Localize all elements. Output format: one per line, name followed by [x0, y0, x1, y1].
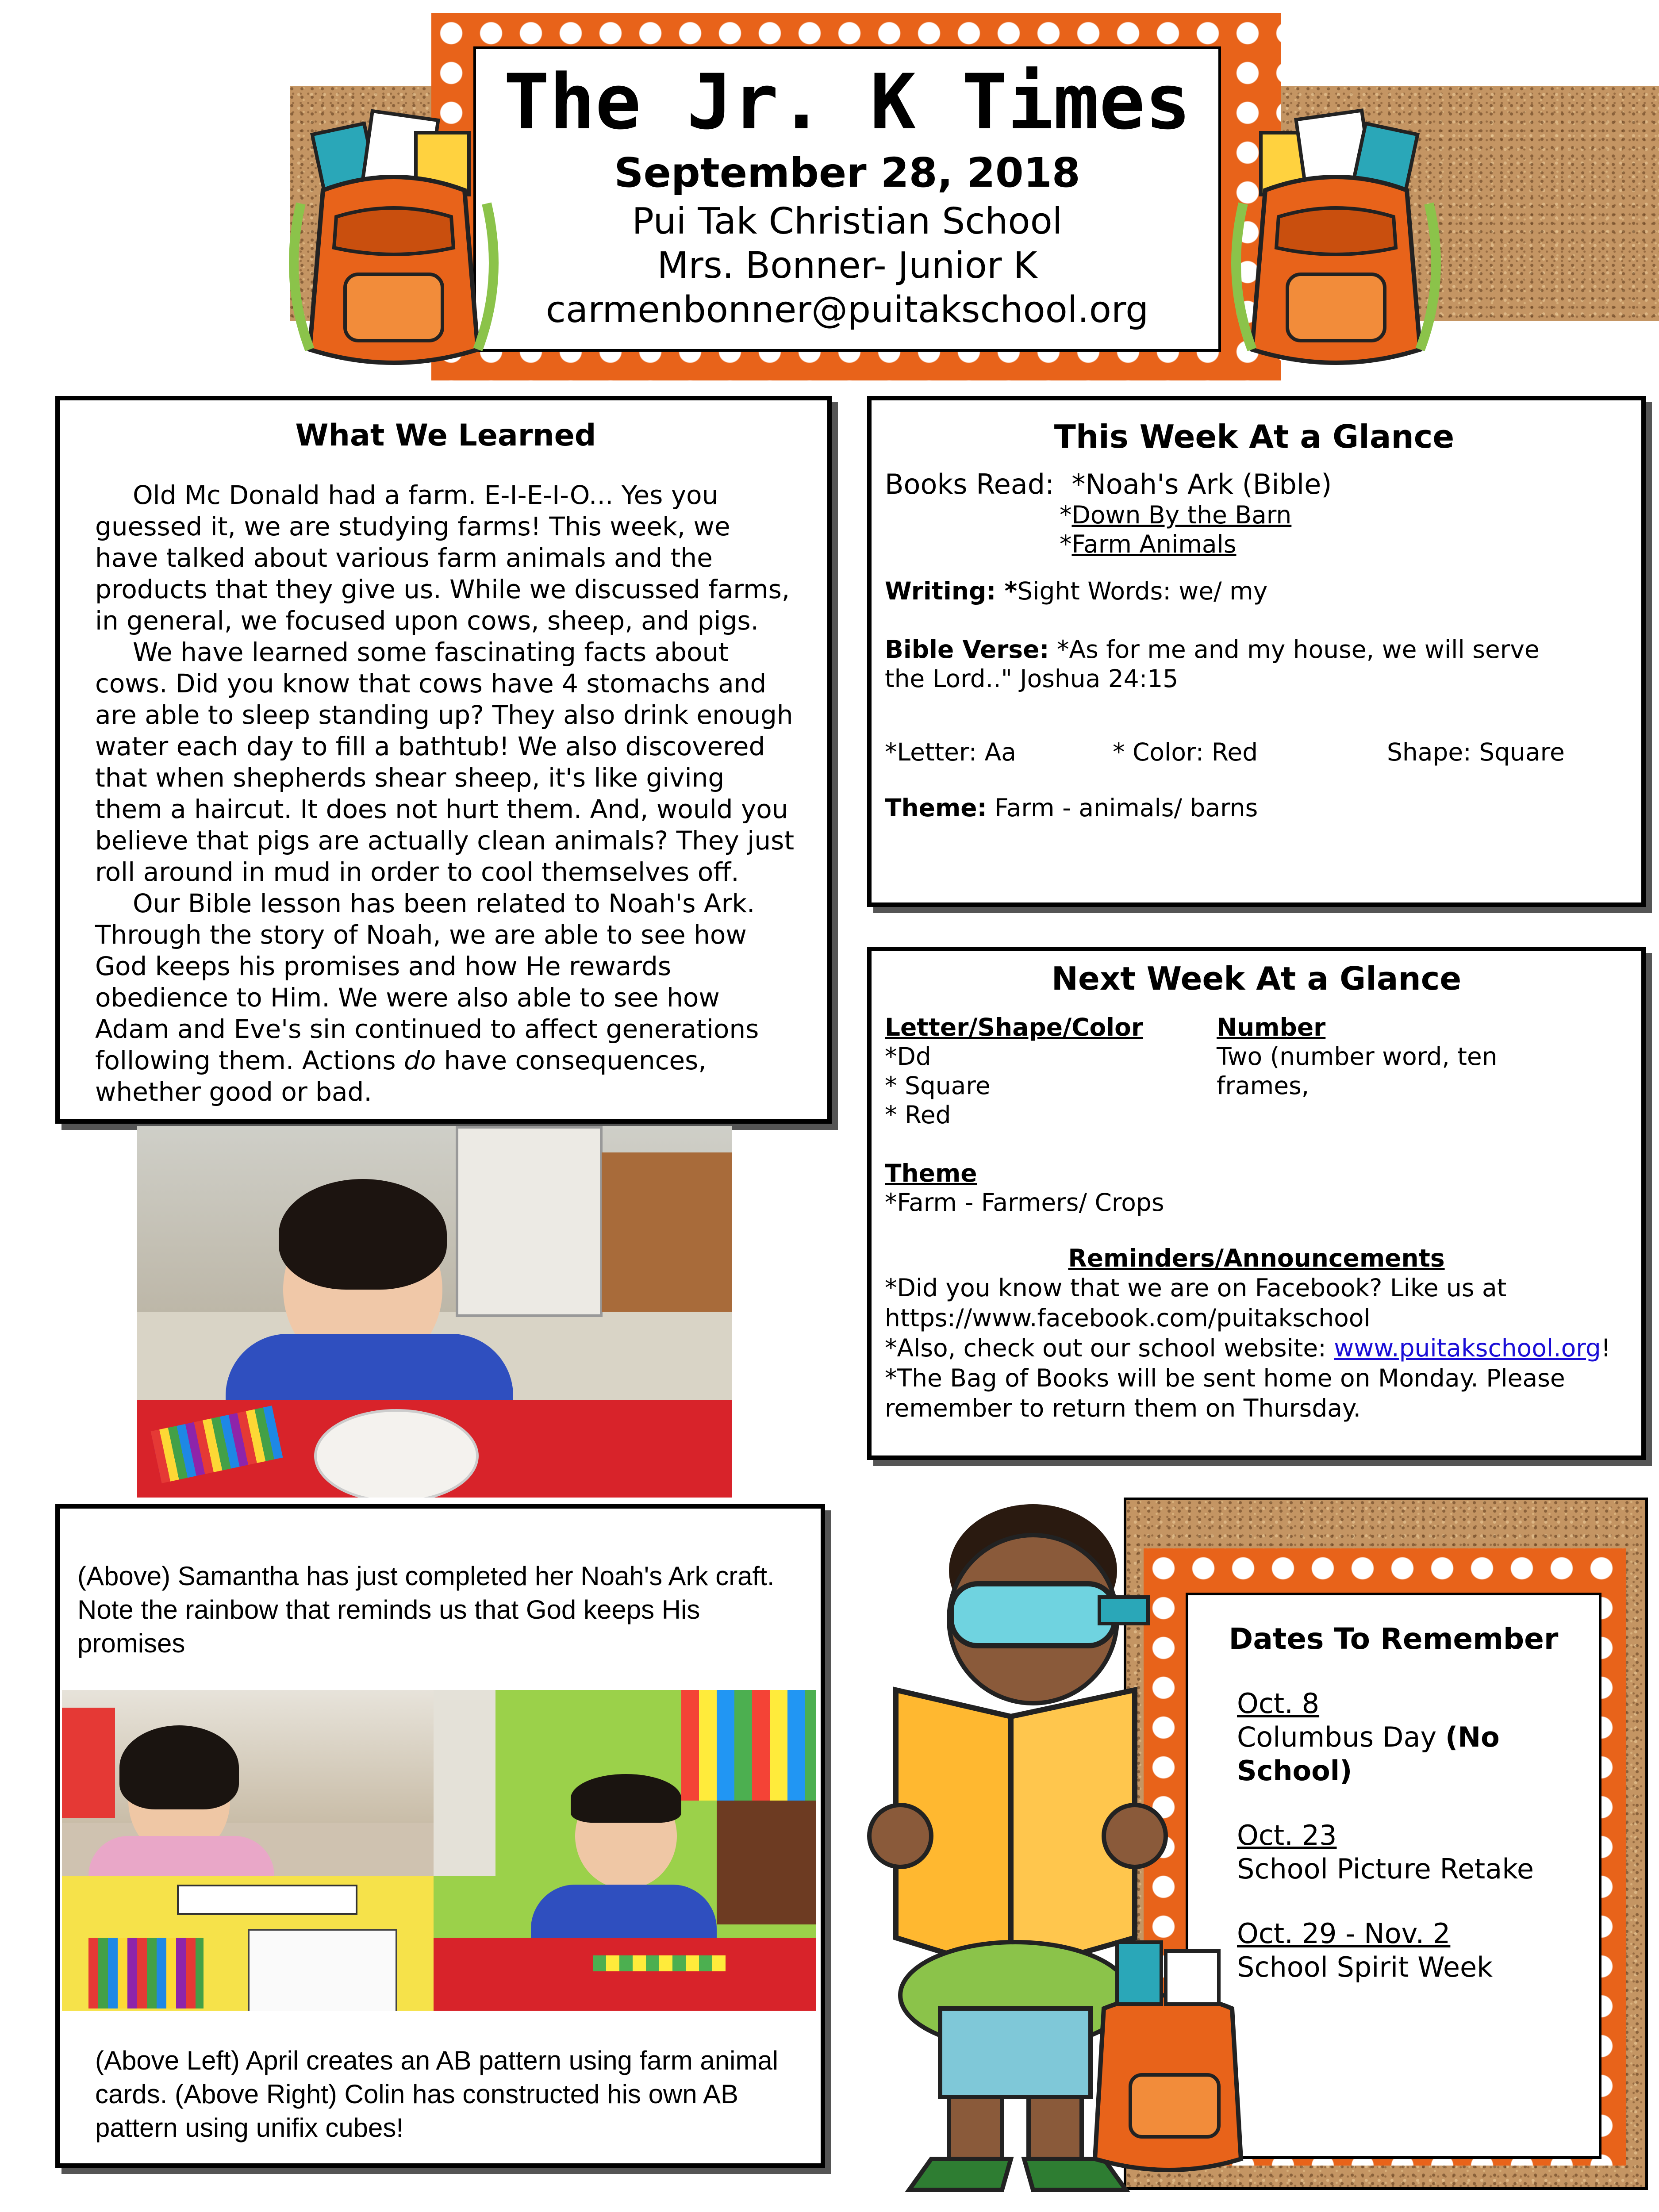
header-title-box: [473, 46, 1221, 352]
caption-samantha: (Above) Samantha has just completed her Noah's Ark craft. Note the rainbow that reminds us that God keeps His promises: [77, 1561, 775, 1658]
photo-samantha-craft: [137, 1126, 732, 1498]
reminder-website: *Also, check out our school website: www.puitakschool.org!: [885, 1334, 1611, 1362]
photo-colin-unifix: [434, 1690, 816, 2011]
backpack-illustration-right: [1225, 102, 1447, 385]
date-item-picture-retake: Oct. 23 School Picture Retake: [1237, 1819, 1534, 1885]
reminder-bag-of-books: *The Bag of Books will be sent home on Monday. Please remember to return them on Thursday.: [885, 1364, 1565, 1422]
backpack-illustration-left: [283, 102, 504, 385]
reminders-heading: Reminders/Announcements: [1068, 1244, 1445, 1272]
books-read: Books Read: *Noah's Ark (Bible): [885, 468, 1332, 500]
photo-april-pattern: [62, 1690, 434, 2011]
this-week-box: [867, 396, 1646, 907]
learned-paragraph-3: Our Bible lesson has been related to Noah's Ark. Through the story of Noah, we are able to see how God keeps his promises and how He rewards obedience to Him. We were also able to see how Adam and Eve's sin continued to affect generations following them. Actions do have consequences, whether good or bad.: [95, 888, 759, 1107]
school-website-link[interactable]: www.puitakschool.org: [1334, 1334, 1601, 1362]
book-down-by-the-barn: *Down By the Barn: [1060, 501, 1292, 529]
caption-april-colin: (Above Left) April creates an AB pattern using farm animal cards. (Above Right) Colin has constructed his own AB pattern using unifix cubes!: [95, 2046, 779, 2143]
next-week-heading: Next Week At a Glance: [1051, 960, 1462, 997]
teacher-name: Mrs. Bonner- Junior K: [657, 245, 1037, 287]
date-item-spirit-week: Oct. 29 - Nov. 2 School Spirit Week: [1237, 1917, 1493, 1983]
dates-heading: Dates To Remember: [1229, 1622, 1559, 1656]
newsletter-date: September 28, 2018: [614, 149, 1080, 196]
learned-paragraph-2: We have learned some fascinating facts about cows. Did you know that cows have 4 stomachs and are able to sleep standing up? They also drink enough water each day to fill a bathtub! We also discovered that when shepherds shear sheep, it's like giving them a haircut. It does not hurt them. And, would you believe that pigs are actually clean animals? They just roll around in mud in order to cool themselves off.: [95, 637, 795, 887]
what-we-learned-box: [55, 396, 832, 1124]
letter-color-shape-line: *Letter: Aa * Color: Red Shape: Square: [885, 738, 1565, 766]
writing-line: Writing: *Sight Words: we/ my: [885, 577, 1268, 605]
reminder-facebook: *Did you know that we are on Facebook? Like us at https://www.facebook.com/puitakschool: [885, 1274, 1507, 1332]
number-section: Number Two (number word, ten frames,: [1217, 1013, 1498, 1100]
reminders-list: [885, 1273, 1628, 1423]
theme-line: Theme: Farm - animals/ barns: [885, 794, 1258, 822]
what-we-learned-heading: What We Learned: [295, 418, 596, 453]
letter-shape-color-list: Letter/Shape/Color *Dd * Square * Red: [885, 1013, 1143, 1129]
bible-verse-line: Bible Verse: *As for me and my house, we will serve the Lord.." Joshua 24:15: [885, 635, 1540, 693]
school-name: Pui Tak Christian School: [632, 200, 1063, 242]
kid-reading-illustration: [843, 1486, 1263, 2194]
teacher-email[interactable]: carmenbonner@puitakschool.org: [545, 289, 1149, 331]
newsletter-title: The Jr. K Times: [503, 58, 1191, 146]
learned-paragraph-1: Old Mc Donald had a farm. E-I-E-I-O... Yes you guessed it, we are studying farms! This week, we have talked about various farm animals and the products that they give us. While we discussed farms, in general, we focused upon cows, sheep, and pigs.: [95, 480, 790, 636]
next-theme-section: Theme *Farm - Farmers/ Crops: [885, 1159, 1164, 1217]
this-week-heading: This Week At a Glance: [1054, 418, 1455, 455]
date-item-columbus: Oct. 8 Columbus Day (No School): [1237, 1687, 1500, 1787]
book-farm-animals: *Farm Animals: [1060, 530, 1237, 558]
next-week-box: [867, 947, 1646, 1460]
